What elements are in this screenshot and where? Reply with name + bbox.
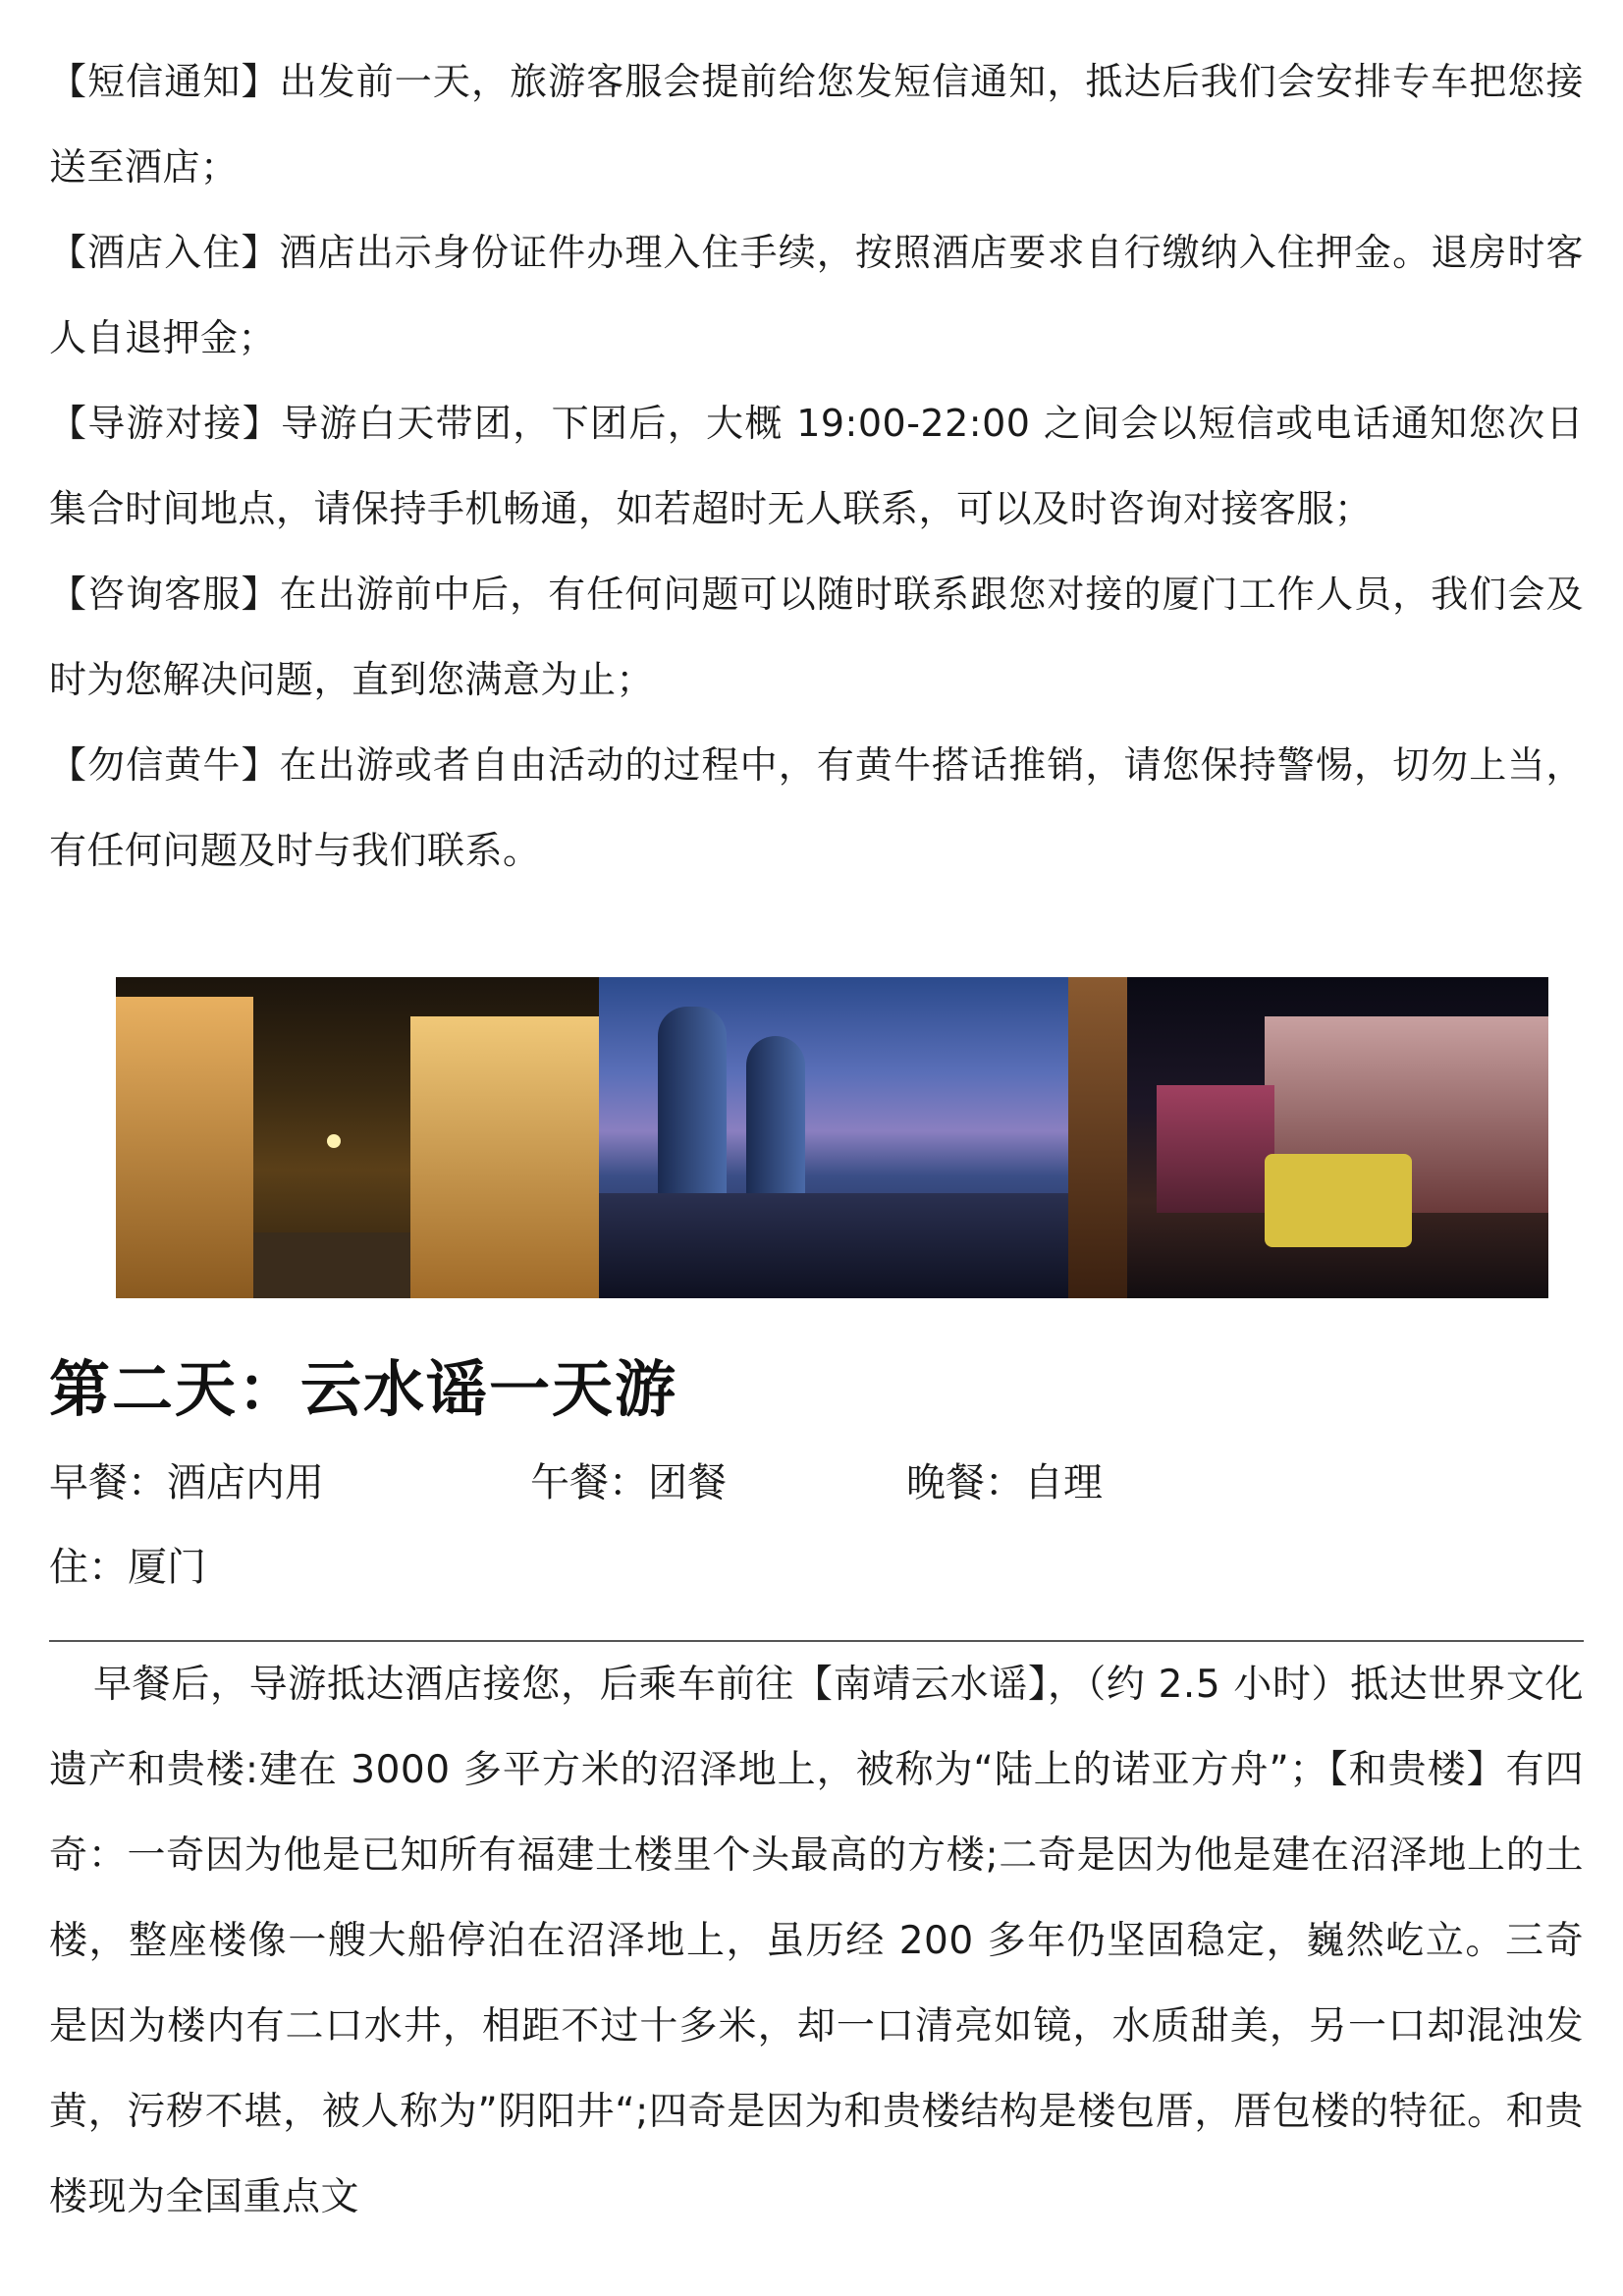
notice-list [49, 39, 1584, 894]
photo-night-arcade [1068, 977, 1548, 1298]
lunch-info: 午餐：团餐 [530, 1460, 727, 1505]
photo-twin-towers [599, 977, 1068, 1298]
stay-info: 住：厦门 [49, 1545, 206, 1590]
day-description: 早餐后，导游抵达酒店接您，后乘车前往【南靖云水谣】，（约 2.5 小时）抵达世界文化遗产和贵楼:建在 3000 多平方米的沼泽地上，被称为“陆上的诺亚方舟”；【和贵楼】有四奇：一奇因为他是已知所有福建土楼里个头最高的方楼;二奇是因为他是建在沼泽地上的土楼，整座楼像一艘大船停泊在沼泽地上，虽历经 200 多年仍坚固稳定，巍然屹立。三奇是因为楼内有二口水井，相距不过十多米，却一口清亮如镜，水质甜美，另一口却混浊发黄，污秽不堪，被人称为”阴阳井“;四奇是因为和贵楼结构是楼包厝，厝包楼的特征。和贵楼现为全国重点文 [49, 1663, 1584, 2219]
day-title: 第二天：云水谣一天游 [49, 1353, 678, 1425]
photo-banner [116, 977, 1548, 1298]
dinner-info: 晚餐：自理 [906, 1460, 1103, 1505]
photo-night-street [116, 977, 599, 1298]
breakfast-info: 早餐：酒店内用 [49, 1460, 324, 1505]
notice-section [49, 39, 1584, 894]
notice-hotel: 【酒店入住】酒店出示身份证件办理入住手续，按照酒店要求自行缴纳入住押金。退房时客人自退押金； [49, 231, 1584, 359]
notice-scalper: 【勿信黄牛】在出游或者自由活动的过程中，有黄牛搭话推销，请您保持警惕，切勿上当，有任何问题及时与我们联系。 [49, 743, 1584, 872]
notice-sms: 【短信通知】出发前一天，旅游客服会提前给您发短信通知，抵达后我们会安排专车把您接送至酒店； [49, 60, 1584, 189]
notice-service: 【咨询客服】在出游前中后，有任何问题可以随时联系跟您对接的厦门工作人员，我们会及时为您解决问题，直到您满意为止； [49, 573, 1584, 701]
notice-guide: 【导游对接】导游白天带团，下团后，大概 19:00-22:00 之间会以短信或电话通知您次日集合时间地点，请保持手机畅通，如若超时无人联系，可以及时咨询对接客服； [49, 402, 1584, 530]
